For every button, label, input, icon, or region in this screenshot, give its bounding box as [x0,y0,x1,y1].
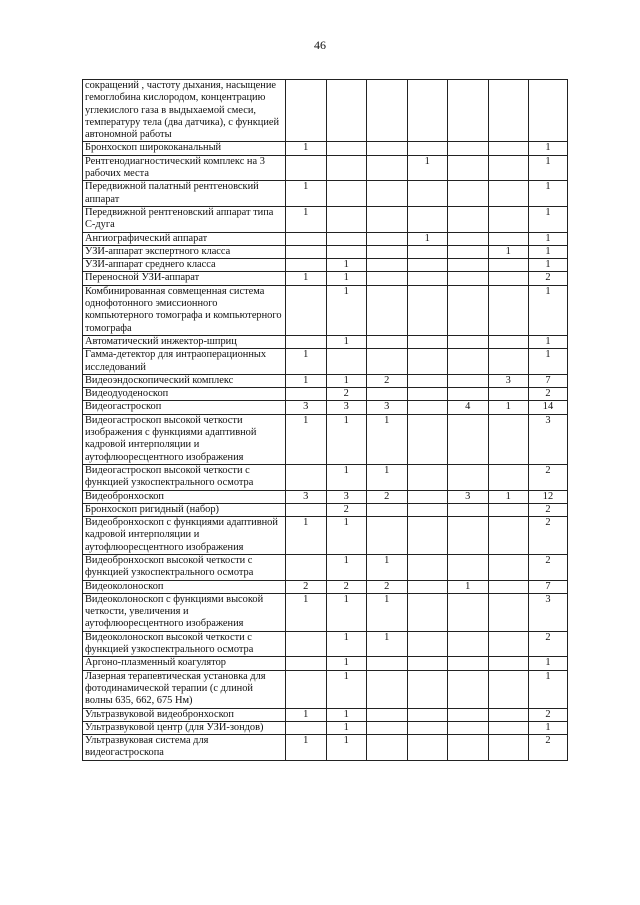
quantity-cell [286,155,327,181]
quantity-cell [448,414,489,464]
quantity-cell: 1 [286,708,327,721]
quantity-cell [407,142,448,155]
equipment-name-cell: Лазерная терапевтическая установка для фотодинамической терапии (с длиной волны 635, 662, 675 Нм) [83,670,286,708]
quantity-cell [488,721,529,734]
quantity-cell [488,503,529,516]
total-cell: 1 [529,285,568,335]
quantity-cell [407,80,448,142]
quantity-cell [407,657,448,670]
quantity-cell: 1 [326,708,367,721]
total-cell: 1 [529,259,568,272]
quantity-cell [286,670,327,708]
quantity-cell: 4 [448,401,489,414]
quantity-cell [367,388,408,401]
equipment-name-cell: Бронхоскоп ригидный (набор) [83,503,286,516]
quantity-cell: 1 [286,142,327,155]
table-row [83,657,568,670]
quantity-cell: 3 [448,490,489,503]
quantity-cell [407,708,448,721]
equipment-name-cell: Передвижной рентгеновский аппарат типа С-дуга [83,206,286,232]
table-row [83,181,568,207]
total-cell: 1 [529,206,568,232]
quantity-cell [326,80,367,142]
page-number: 46 [314,38,326,52]
equipment-name-cell: Автоматический инжектор-шприц [83,335,286,348]
equipment-name-cell: УЗИ-аппарат экспертного класса [83,245,286,258]
total-cell: 3 [529,414,568,464]
quantity-cell [448,142,489,155]
quantity-cell [367,155,408,181]
quantity-cell [367,349,408,375]
quantity-cell [448,181,489,207]
equipment-table-body [83,80,568,761]
quantity-cell: 1 [326,272,367,285]
table-row [83,503,568,516]
total-cell: 1 [529,245,568,258]
equipment-name-cell: Передвижной палатный рентгеновский аппарат [83,181,286,207]
quantity-cell [488,232,529,245]
quantity-cell [488,285,529,335]
quantity-cell [488,414,529,464]
total-cell: 2 [529,503,568,516]
equipment-name-cell: Видеодуоденоскоп [83,388,286,401]
total-cell: 2 [529,388,568,401]
total-cell: 14 [529,401,568,414]
quantity-cell: 2 [286,580,327,593]
equipment-name-cell: Бронхоскоп ширококанальный [83,142,286,155]
quantity-cell: 1 [326,414,367,464]
quantity-cell [407,631,448,657]
quantity-cell [367,503,408,516]
total-cell: 2 [529,464,568,490]
quantity-cell [448,593,489,631]
quantity-cell [326,142,367,155]
total-cell: 2 [529,631,568,657]
quantity-cell: 1 [367,593,408,631]
quantity-cell: 1 [326,554,367,580]
quantity-cell: 1 [326,259,367,272]
quantity-cell [286,721,327,734]
total-cell: 2 [529,735,568,761]
equipment-name-cell: Видеобронхоскоп [83,490,286,503]
quantity-cell: 2 [326,388,367,401]
total-cell: 1 [529,335,568,348]
table-row [83,708,568,721]
quantity-cell [367,670,408,708]
quantity-cell: 1 [407,232,448,245]
total-cell: 1 [529,142,568,155]
total-cell: 2 [529,517,568,555]
quantity-cell [407,464,448,490]
quantity-cell: 3 [326,490,367,503]
quantity-cell [488,259,529,272]
quantity-cell [448,232,489,245]
quantity-cell: 1 [286,593,327,631]
quantity-cell [448,657,489,670]
equipment-name-cell: УЗИ-аппарат среднего класса [83,259,286,272]
equipment-name-cell: Ультразвуковой центр (для УЗИ-зондов) [83,721,286,734]
quantity-cell [407,272,448,285]
quantity-cell [286,335,327,348]
quantity-cell [448,335,489,348]
quantity-cell [448,388,489,401]
quantity-cell [367,335,408,348]
quantity-cell: 1 [286,517,327,555]
equipment-name-cell: Видеогастроскоп высокой четкости изображения с функциями адаптивной кадровой интерполяции и аутофлюоресцентного изображения [83,414,286,464]
quantity-cell [488,631,529,657]
table-row [83,670,568,708]
quantity-cell [448,206,489,232]
table-row [83,245,568,258]
quantity-cell [448,245,489,258]
quantity-cell: 1 [448,580,489,593]
quantity-cell [286,503,327,516]
quantity-cell: 1 [326,721,367,734]
equipment-name-cell: Видеоколоноскоп высокой четкости с функцией узкоспектрального осмотра [83,631,286,657]
quantity-cell [448,272,489,285]
quantity-cell [286,631,327,657]
table-row [83,464,568,490]
quantity-cell [367,181,408,207]
quantity-cell [448,464,489,490]
quantity-cell [367,245,408,258]
quantity-cell [488,735,529,761]
quantity-cell [488,142,529,155]
total-cell: 3 [529,593,568,631]
quantity-cell [488,388,529,401]
quantity-cell: 1 [326,593,367,631]
quantity-cell: 1 [286,374,327,387]
quantity-cell [407,721,448,734]
quantity-cell [448,708,489,721]
table-row [83,335,568,348]
equipment-name-cell: Видеогастроскоп [83,401,286,414]
table-row [83,721,568,734]
total-cell: 12 [529,490,568,503]
quantity-cell: 3 [367,401,408,414]
quantity-cell: 1 [286,272,327,285]
quantity-cell [407,245,448,258]
quantity-cell [488,657,529,670]
total-cell: 1 [529,181,568,207]
quantity-cell [407,593,448,631]
quantity-cell [367,142,408,155]
quantity-cell [407,670,448,708]
total-cell: 1 [529,349,568,375]
quantity-cell [448,80,489,142]
table-row [83,155,568,181]
quantity-cell: 2 [367,374,408,387]
quantity-cell [448,374,489,387]
equipment-name-cell: Видеоэндоскопический комплекс [83,374,286,387]
total-cell [529,80,568,142]
quantity-cell: 3 [286,401,327,414]
table-row [83,80,568,142]
total-cell: 1 [529,155,568,181]
equipment-name-cell: Рентгенодиагностический комплекс на 3 рабочих места [83,155,286,181]
table-row [83,414,568,464]
quantity-cell: 1 [286,735,327,761]
quantity-cell: 1 [326,285,367,335]
quantity-cell [488,593,529,631]
quantity-cell [286,554,327,580]
quantity-cell [448,259,489,272]
quantity-cell [407,206,448,232]
table-row [83,580,568,593]
table-row [83,517,568,555]
equipment-name-cell: Комбинированная совмещенная система однофотонного эмиссионного компьютерного томографа и компьютерного томографа [83,285,286,335]
quantity-cell [488,580,529,593]
quantity-cell [407,517,448,555]
table-row [83,285,568,335]
table-row [83,349,568,375]
quantity-cell [326,232,367,245]
quantity-cell [367,721,408,734]
quantity-cell [448,670,489,708]
equipment-name-cell: Ангиографический аппарат [83,232,286,245]
quantity-cell: 3 [326,401,367,414]
quantity-cell [407,580,448,593]
equipment-table [82,79,568,761]
quantity-cell [407,490,448,503]
equipment-name-cell: Аргоно-плазменный коагулятор [83,657,286,670]
quantity-cell: 1 [286,414,327,464]
quantity-cell: 1 [488,401,529,414]
table-row [83,259,568,272]
quantity-cell [407,259,448,272]
equipment-name-cell: сокращений , частоту дыхания, насыщение гемоглобина кислородом, концентрацию углекислого газа в выдыхаемой смеси, температуру тела (два датчика), с функцией автономной работы [83,80,286,142]
quantity-cell [407,349,448,375]
quantity-cell [488,670,529,708]
quantity-cell: 2 [326,580,367,593]
quantity-cell [367,657,408,670]
table-row [83,388,568,401]
quantity-cell [286,259,327,272]
quantity-cell [448,285,489,335]
quantity-cell [286,285,327,335]
quantity-cell: 1 [326,657,367,670]
quantity-cell [488,272,529,285]
quantity-cell [286,464,327,490]
quantity-cell [488,206,529,232]
equipment-name-cell: Видеоколоноскоп [83,580,286,593]
quantity-cell [326,181,367,207]
quantity-cell: 1 [286,206,327,232]
total-cell: 1 [529,232,568,245]
total-cell: 1 [529,721,568,734]
table-row [83,735,568,761]
quantity-cell: 1 [407,155,448,181]
quantity-cell: 2 [367,580,408,593]
quantity-cell [448,155,489,181]
quantity-cell [286,232,327,245]
quantity-cell: 2 [367,490,408,503]
quantity-cell [286,80,327,142]
quantity-cell [488,80,529,142]
table-row [83,490,568,503]
equipment-name-cell: Видеобронхоскоп с функциями адаптивной кадровой интерполяции и аутофлюоресцентного изображения [83,517,286,555]
quantity-cell: 3 [286,490,327,503]
quantity-cell [367,206,408,232]
quantity-cell [286,388,327,401]
quantity-cell [488,155,529,181]
quantity-cell: 1 [367,554,408,580]
quantity-cell [407,181,448,207]
table-row [83,631,568,657]
quantity-cell [448,735,489,761]
quantity-cell [367,272,408,285]
quantity-cell [367,232,408,245]
quantity-cell [326,245,367,258]
quantity-cell [488,517,529,555]
quantity-cell: 1 [286,181,327,207]
table-row [83,554,568,580]
quantity-cell [407,735,448,761]
quantity-cell [326,206,367,232]
quantity-cell [326,155,367,181]
total-cell: 2 [529,272,568,285]
quantity-cell [326,349,367,375]
quantity-cell: 1 [326,735,367,761]
quantity-cell: 1 [326,335,367,348]
quantity-cell: 1 [326,517,367,555]
quantity-cell [488,708,529,721]
quantity-cell [488,349,529,375]
equipment-name-cell: Переносной УЗИ-аппарат [83,272,286,285]
quantity-cell [286,245,327,258]
quantity-cell [407,388,448,401]
quantity-cell: 1 [488,245,529,258]
quantity-cell [286,657,327,670]
equipment-name-cell: Гамма-детектор для интраоперационных исследований [83,349,286,375]
quantity-cell [407,414,448,464]
quantity-cell [407,374,448,387]
quantity-cell [488,181,529,207]
quantity-cell: 1 [326,631,367,657]
quantity-cell: 1 [286,349,327,375]
table-row [83,593,568,631]
equipment-name-cell: Видеогастроскоп высокой четкости с функцией узкоспектрального осмотра [83,464,286,490]
quantity-cell: 1 [367,464,408,490]
quantity-cell [488,464,529,490]
quantity-cell [407,335,448,348]
equipment-name-cell: Видеобронхоскоп высокой четкости с функцией узкоспектрального осмотра [83,554,286,580]
quantity-cell: 1 [367,631,408,657]
total-cell: 2 [529,708,568,721]
quantity-cell [407,285,448,335]
quantity-cell [367,517,408,555]
total-cell: 7 [529,580,568,593]
table-row [83,374,568,387]
total-cell: 1 [529,657,568,670]
quantity-cell [448,503,489,516]
quantity-cell: 1 [367,414,408,464]
quantity-cell [488,554,529,580]
quantity-cell [448,517,489,555]
quantity-cell [448,631,489,657]
quantity-cell: 1 [488,490,529,503]
quantity-cell: 1 [326,464,367,490]
quantity-cell: 3 [488,374,529,387]
quantity-cell [367,80,408,142]
quantity-cell [367,708,408,721]
equipment-name-cell: Ультразвуковая система для видеогастроскопа [83,735,286,761]
equipment-name-cell: Видеоколоноскоп с функциями высокой четкости, увеличения и аутофлюоресцентного изображения [83,593,286,631]
quantity-cell [448,349,489,375]
quantity-cell [367,285,408,335]
quantity-cell [407,554,448,580]
quantity-cell [448,554,489,580]
quantity-cell: 1 [326,670,367,708]
table-row [83,272,568,285]
table-row [83,232,568,245]
table-row [83,206,568,232]
quantity-cell [367,259,408,272]
quantity-cell: 2 [326,503,367,516]
quantity-cell [407,401,448,414]
quantity-cell [448,721,489,734]
total-cell: 2 [529,554,568,580]
equipment-name-cell: Ультразвуковой видеобронхоскоп [83,708,286,721]
quantity-cell [407,503,448,516]
quantity-cell [488,335,529,348]
total-cell: 7 [529,374,568,387]
total-cell: 1 [529,670,568,708]
quantity-cell [367,735,408,761]
table-row [83,401,568,414]
table-row [83,142,568,155]
quantity-cell: 1 [326,374,367,387]
